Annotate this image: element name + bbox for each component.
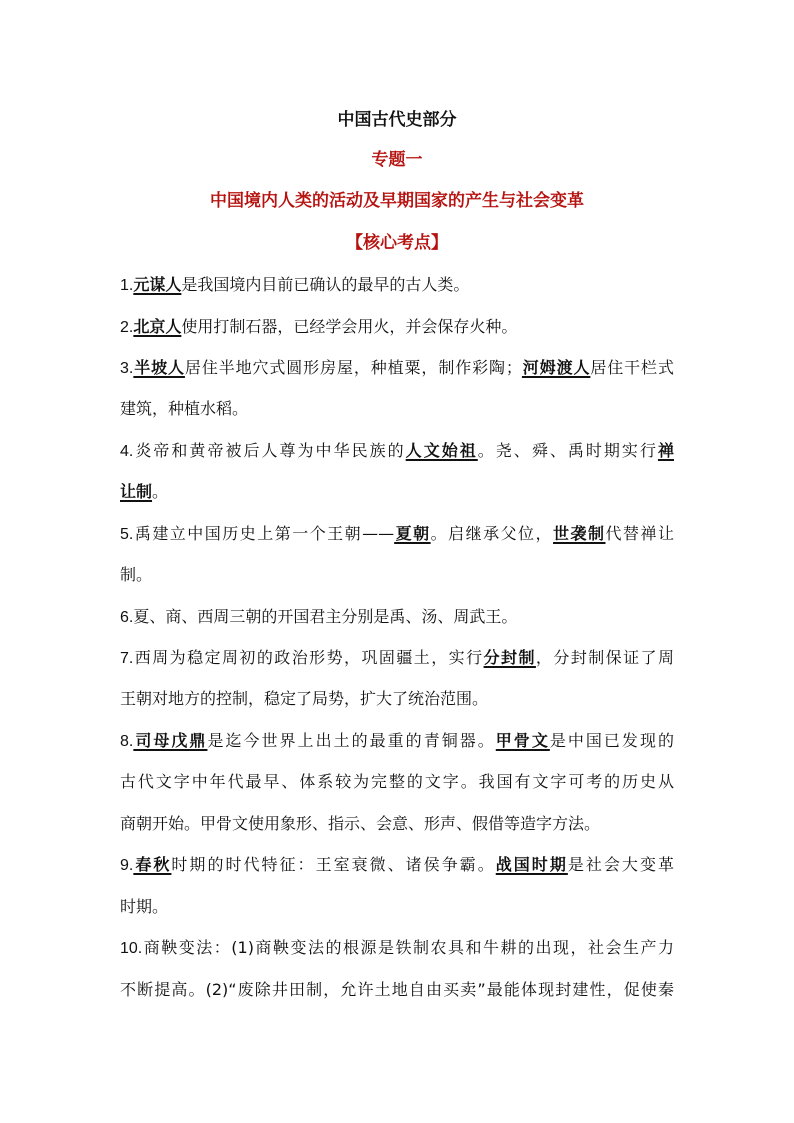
point-text: 居住干栏式 (590, 358, 674, 377)
point-text: 居住半地穴式圆形房屋，种植粟，制作彩陶； (184, 358, 522, 377)
point-2 (120, 312, 674, 342)
point-4-cont (120, 477, 674, 507)
point-text: 代替禅让 (605, 524, 674, 543)
keyword: 夏朝 (394, 524, 431, 543)
keyword: 元谋人 (133, 275, 182, 294)
point-text: 。启继承父位， (430, 524, 554, 543)
point-4 (120, 436, 674, 466)
keyword: 战国时期 (495, 855, 568, 874)
point-text: 商鞅变法：(1)商鞅变法的根源是铁制农具和牛耕的出现，社会生产力 (142, 938, 674, 957)
point-text: 夏、商、西周三朝的开国君主分别是禹、汤、周武王。 (133, 607, 518, 626)
point-number: 4. (120, 443, 134, 460)
point-text: ，分封制保证了周 (535, 648, 674, 667)
point-8-cont (120, 809, 674, 839)
keyword: 司母戊鼎 (133, 731, 208, 750)
point-1 (120, 270, 674, 300)
point-text: 。 (152, 482, 169, 501)
point-text: 禹建立中国历史上第一个王朝—— (133, 524, 395, 543)
point-number: 2. (120, 319, 134, 336)
chapter-subtitle: 中国境内人类的活动及早期国家的产生与社会变革 (210, 191, 584, 211)
point-number: 10. (120, 940, 143, 957)
keyword: 让制 (120, 482, 153, 501)
point-text: 王朝对地方的控制，稳定了局势，扩大了统治范围。 (120, 689, 489, 708)
point-number: 1. (120, 277, 134, 294)
keyword: 禅 (657, 441, 674, 460)
point-number: 9. (120, 857, 134, 874)
keyword: 世袭制 (553, 524, 606, 543)
point-text: 时期。 (120, 897, 169, 916)
point-number: 7. (120, 650, 134, 667)
keyword: 北京人 (133, 317, 182, 336)
keyword: 人文始祖 (405, 441, 478, 460)
point-text: 是中国已发现的 (549, 731, 674, 750)
point-text: 使用打制石器，已经学会用火，并会保存火种。 (181, 317, 518, 336)
point-9 (120, 850, 674, 880)
keyword: 春秋 (133, 855, 172, 874)
point-10 (120, 933, 674, 963)
point-5 (120, 519, 674, 549)
point-text: 古代文字中年代最早、体系较为完整的文字。我国有文字可考的历史从 (120, 772, 674, 791)
keyword: 甲骨文 (495, 731, 550, 750)
point-5-cont (120, 560, 674, 590)
point-number: 6. (120, 609, 134, 626)
point-number: 8. (120, 733, 134, 750)
point-text: 商朝开始。甲骨文使用象形、指示、会意、形声、假借等造字方法。 (120, 814, 601, 833)
point-8 (120, 726, 674, 756)
point-text: 是社会大变革 (567, 855, 674, 874)
point-text: 建筑，种植水稻。 (120, 399, 249, 418)
point-text: 炎帝和黄帝被后人尊为中华民族的 (133, 441, 406, 460)
point-text: 西周为稳定周初的政治形势，巩固疆土，实行 (133, 648, 484, 667)
topic-title: 专题一 (371, 150, 423, 170)
point-text: 。尧、舜、禹时期实行 (477, 441, 658, 460)
point-text: 制。 (120, 565, 153, 584)
point-7-cont (120, 684, 674, 714)
point-3-cont (120, 394, 674, 424)
main-title: 中国古代史部分 (337, 110, 457, 130)
keyword: 分封制 (483, 648, 536, 667)
keyword: 河姆渡人 (521, 358, 591, 377)
point-7 (120, 643, 674, 673)
keyword: 半坡人 (133, 358, 185, 377)
point-3 (120, 353, 674, 383)
point-9-cont (120, 892, 674, 922)
point-text: 是迄今世界上出土的最重的青铜器。 (207, 731, 496, 750)
point-number: 5. (120, 526, 134, 543)
point-10-cont (120, 975, 674, 1005)
point-text: 是我国境内目前已确认的最早的古人类。 (181, 275, 470, 294)
point-8-cont (120, 767, 674, 797)
point-text: 时期的时代特征：王室衰微、诸侯争霸。 (171, 855, 496, 874)
point-text: 不断提高。(2)“废除井田制，允许土地自由买卖”最能体现封建性，促使秦 (120, 980, 674, 999)
point-6 (120, 602, 674, 632)
section-heading: 【核心考点】 (346, 233, 448, 253)
point-number: 3. (120, 360, 134, 377)
